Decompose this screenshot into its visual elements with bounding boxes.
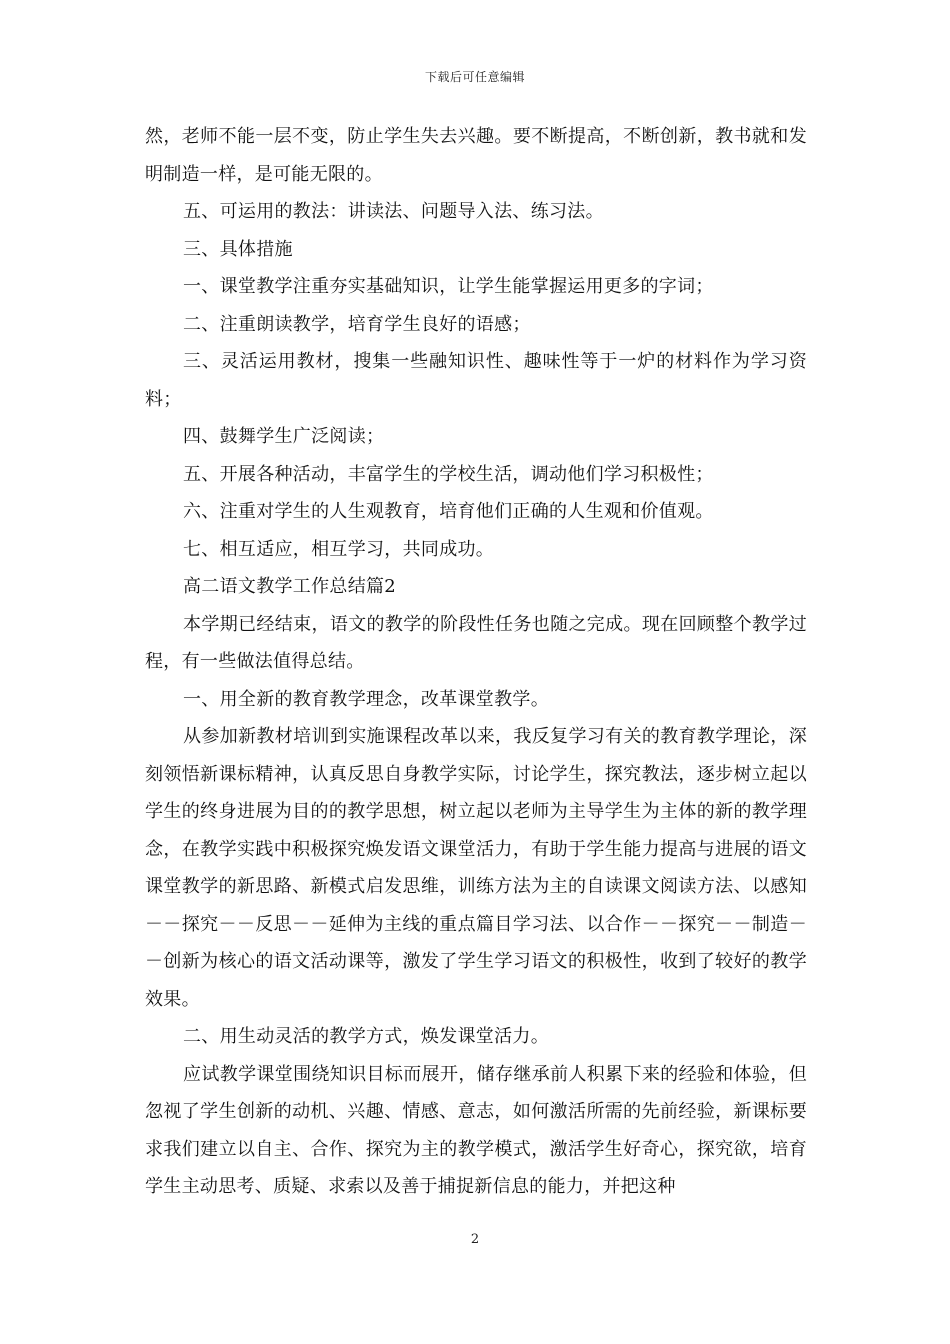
- list-item: 二、注重朗读教学，培育学生良好的语感；: [183, 313, 531, 335]
- list-item: 三、灵活运用教材，搜集一些融知识性、趣味性等于一炉的材料作为学习资料；: [145, 351, 807, 410]
- article-title: 高二语文教学工作总结篇2: [183, 576, 397, 597]
- paragraph: 五、可运用的教法：讲读法、问题导入法、练习法。: [183, 201, 604, 222]
- section-heading: 一、用全新的教育教学理念，改革课堂教学。: [183, 688, 549, 710]
- document-body: [145, 118, 807, 1206]
- paragraph: 然，老师不能一层不变，防止学生失去兴趣。要不断提高，不断创新，教书就和发明制造一样，是可能无限的。: [145, 126, 807, 185]
- section-heading: 二、用生动灵活的教学方式，焕发课堂活力。: [183, 1026, 549, 1047]
- list-item: 四、鼓舞学生广泛阅读；: [183, 426, 385, 447]
- list-item: 一、课堂教学注重夯实基础知识，让学生能掌握运用更多的字词；: [183, 276, 714, 297]
- paragraph: 应试教学课堂围绕知识目标而展开，储存继承前人积累下来的经验和体验，但忽视了学生创新的动机、兴趣、情感、意志，如何激活所需的先前经验，新课标要求我们建立以自主、合作、探究为主的教学模式，激活学生好奇心，探究欲，培育学生主动思考、质疑、求索以及善于捕捉新信息的能力，并把这种: [145, 1063, 807, 1197]
- section-heading: 三、具体措施: [183, 238, 293, 260]
- page-header: 下载后可任意编辑: [424, 70, 525, 84]
- page-number: 2: [470, 1232, 480, 1247]
- list-item: 六、注重对学生的人生观教育，培育他们正确的人生观和价值观。: [183, 501, 714, 522]
- paragraph: 从参加新教材培训到实施课程改革以来，我反复学习有关的教育教学理论，深刻领悟新课标精神，认真反思自身教学实际，讨论学生，探究教法，逐步树立起以学生的终身进展为目的的教学思想，树立起以老师为主导学生为主体的新的教学理念，在教学实践中积极探究焕发语文课堂活力，有助于学生能力提高与进展的语文课堂教学的新思路、新模式启发思维，训练方法为主的自读课文阅读方法、以感知－－探究－－反思－－延伸为主线的重点篇目学习法、以合作－－探究－－制造－－创新为核心的语文活动课等，激发了学生学习语文的积极性，收到了较好的教学效果。: [145, 726, 807, 1010]
- paragraph: 本学期已经结束，语文的教学的阶段性任务也随之完成。现在回顾整个教学过程，有一些做法值得总结。: [145, 613, 807, 672]
- list-item: 五、开展各种活动，丰富学生的学校生活，调动他们学习积极性；: [183, 463, 714, 485]
- list-item: 七、相互适应，相互学习，共同成功。: [183, 538, 495, 560]
